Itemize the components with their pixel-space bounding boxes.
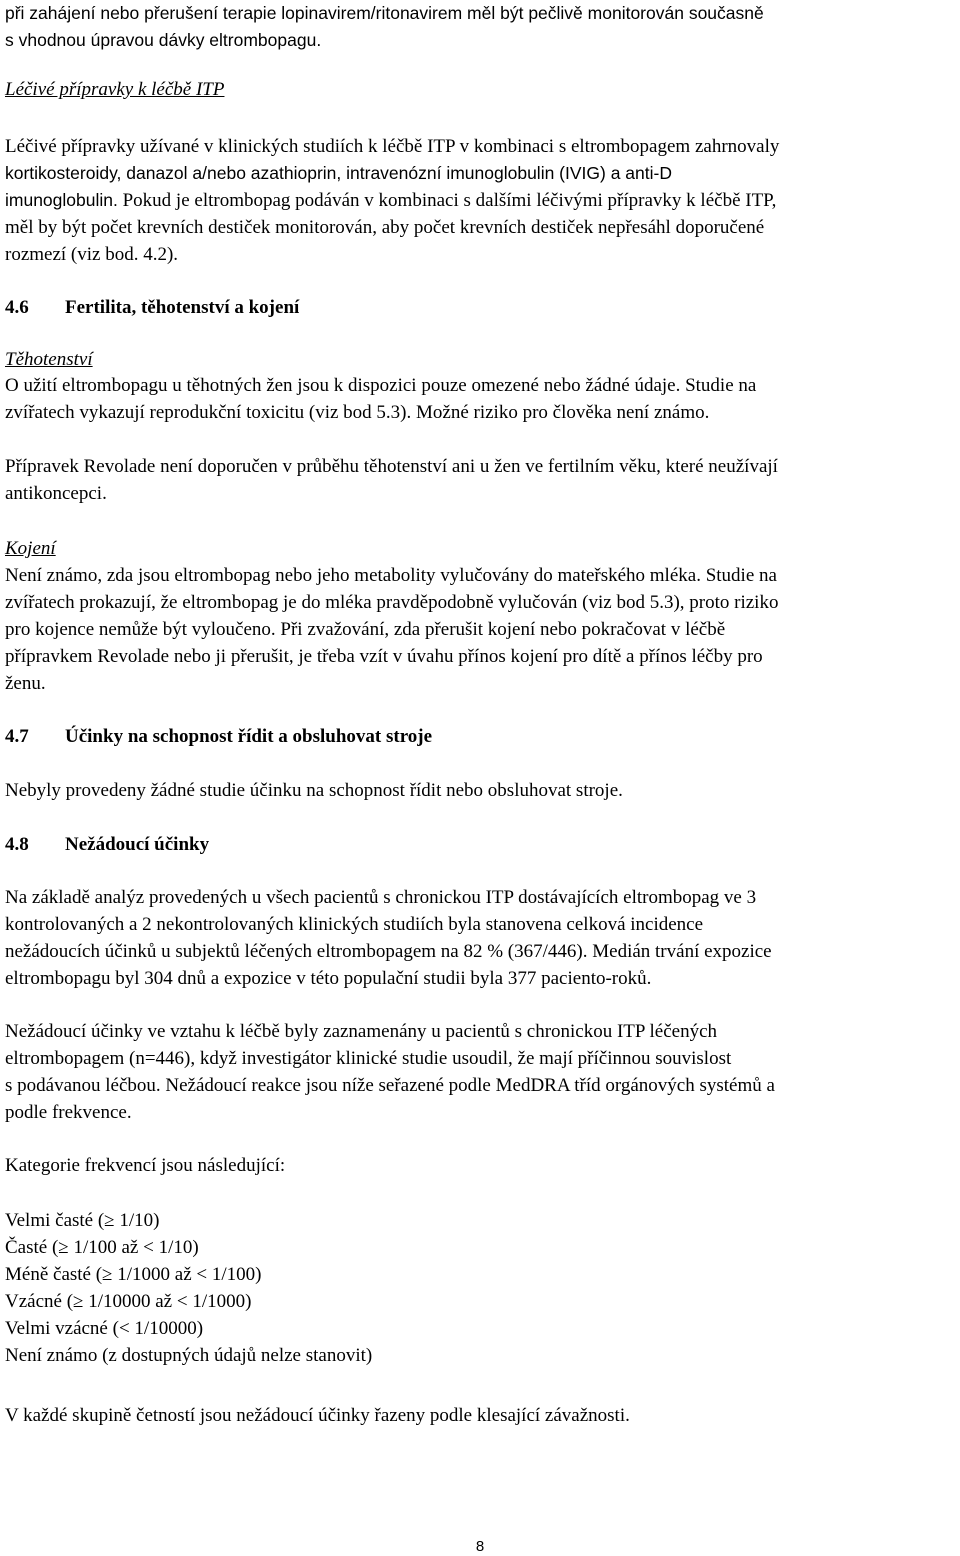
pregnancy-paragraph <box>5 372 955 426</box>
closing-paragraph: V každé skupině četností jsou nežádoucí účinky řazeny podle klesající závažnosti. <box>5 1405 630 1426</box>
itp-line: imunoglobulin. <box>5 190 118 210</box>
frequency-item: Není známo (z dostupných údajů nelze stanovit) <box>5 1345 373 1366</box>
adverse-line: nežádoucích účinků u subjektů léčených eltrombopagem na 82 % (367/446). Medián trvání expozice <box>5 941 772 962</box>
frequency-intro: Kategorie frekvencí jsou následující: <box>5 1155 286 1176</box>
section-heading-4-6 <box>5 294 955 321</box>
frequency-item: Časté (≥ 1/100 až < 1/10) <box>5 1237 199 1258</box>
itp-line: rozmezí (viz bod. 4.2). <box>5 244 179 265</box>
lactation-subheading: Kojení <box>5 538 56 559</box>
itp-subheading: Léčivé přípravky k léčbě ITP <box>5 79 225 100</box>
section-number: 4.8 <box>5 834 29 855</box>
section-heading-4-8 <box>5 831 955 858</box>
section-title: Nežádoucí účinky <box>65 834 210 855</box>
itp-line: Léčivé přípravky užívané v klinických studiích k léčbě ITP v kombinaci s eltrombopagem zahrnovaly <box>5 136 780 157</box>
intro-paragraph <box>5 0 955 54</box>
intro-line: při zahájení nebo přerušení terapie lopinavirem/ritonavirem měl být pečlivě monitorován současně <box>5 3 764 23</box>
frequency-item: Velmi vzácné (< 1/10000) <box>5 1318 204 1339</box>
lactation-line: zvířatech prokazují, že eltrombopag je do mléka pravděpodobně vylučován (viz bod 5.3), proto riziko <box>5 592 779 613</box>
itp-line: měl by být počet krevních destiček monitorován, aby počet krevních destiček nepřesáhl doporučené <box>5 217 765 238</box>
lactation-line: Není známo, zda jsou eltrombopag nebo jeho metabolity vylučovány do mateřského mléka. Studie na <box>5 565 777 586</box>
adverse-line: kontrolovaných a 2 nekontrolovaných klinických studiích byla stanovena celková incidence <box>5 914 704 935</box>
frequency-item: Vzácné (≥ 1/10000 až < 1/1000) <box>5 1291 252 1312</box>
adverse-line: eltrombopagu byl 304 dnů a expozice v této populační studii byla 377 paciento-roků. <box>5 968 652 989</box>
frequency-item: Méně časté (≥ 1/1000 až < 1/100) <box>5 1264 262 1285</box>
itp-paragraph <box>5 133 955 268</box>
section-title: Účinky na schopnost řídit a obsluhovat stroje <box>65 726 433 747</box>
page-number: 8 <box>475 1538 485 1555</box>
section-heading-4-7 <box>5 723 955 750</box>
itp-line: Pokud je eltrombopag podáván v kombinaci s dalšími léčivými přípravky k léčbě ITP, <box>117 190 777 211</box>
pregnancy-line: antikoncepci. <box>5 483 107 504</box>
driving-paragraph: Nebyly provedeny žádné studie účinku na schopnost řídit nebo obsluhovat stroje. <box>5 780 623 801</box>
intro-line: s vhodnou úpravou dávky eltrombopagu. <box>5 30 322 50</box>
lactation-line: pro kojence nemůže být vyloučeno. Při zvažování, zda přerušit kojení nebo pokračovat v léčbě <box>5 619 726 640</box>
frequency-item: Velmi časté (≥ 1/10) <box>5 1210 160 1231</box>
pregnancy-line: zvířatech vykazují reprodukční toxicitu (viz bod 5.3). Možné riziko pro člověka není známo. <box>5 402 710 423</box>
frequency-list <box>5 1207 955 1369</box>
adverse-line: podle frekvence. <box>5 1102 132 1123</box>
itp-line: kortikosteroidy, danazol a/nebo azathioprin, intravenózní imunoglobulin (IVIG) a anti-D <box>5 163 672 183</box>
adverse-line: Nežádoucí účinky ve vztahu k léčbě byly zaznamenány u pacientů s chronickou ITP léčených <box>5 1021 718 1042</box>
section-number: 4.7 <box>5 726 29 747</box>
pregnancy-paragraph-2 <box>5 453 955 507</box>
adverse-line: Na základě analýz provedených u všech pacientů s chronickou ITP dostávajících eltrombopag ve 3 <box>5 887 757 908</box>
lactation-line: přípravkem Revolade nebo ji přerušit, je třeba vzít v úvahu přínos kojení pro dítě a přínos léčby pro <box>5 646 763 667</box>
pregnancy-line: Přípravek Revolade není doporučen v průběhu těhotenství ani u žen ve fertilním věku, které neužívají <box>5 456 778 477</box>
section-title: Fertilita, těhotenství a kojení <box>65 297 300 318</box>
lactation-paragraph <box>5 562 955 697</box>
adverse-paragraph-2 <box>5 1018 955 1126</box>
pregnancy-subheading: Těhotenství <box>5 349 93 370</box>
adverse-line: eltrombopagem (n=446), když investigátor klinické studie usoudil, že mají příčinnou souvislost <box>5 1048 732 1069</box>
lactation-line: ženu. <box>5 673 46 694</box>
section-number: 4.6 <box>5 297 29 318</box>
adverse-paragraph-1 <box>5 884 955 992</box>
pregnancy-line: O užití eltrombopagu u těhotných žen jsou k dispozici pouze omezené nebo žádné údaje. Studie na <box>5 375 757 396</box>
adverse-line: s podávanou léčbou. Nežádoucí reakce jsou níže seřazené podle MedDRA tříd orgánových systémů a <box>5 1075 775 1096</box>
